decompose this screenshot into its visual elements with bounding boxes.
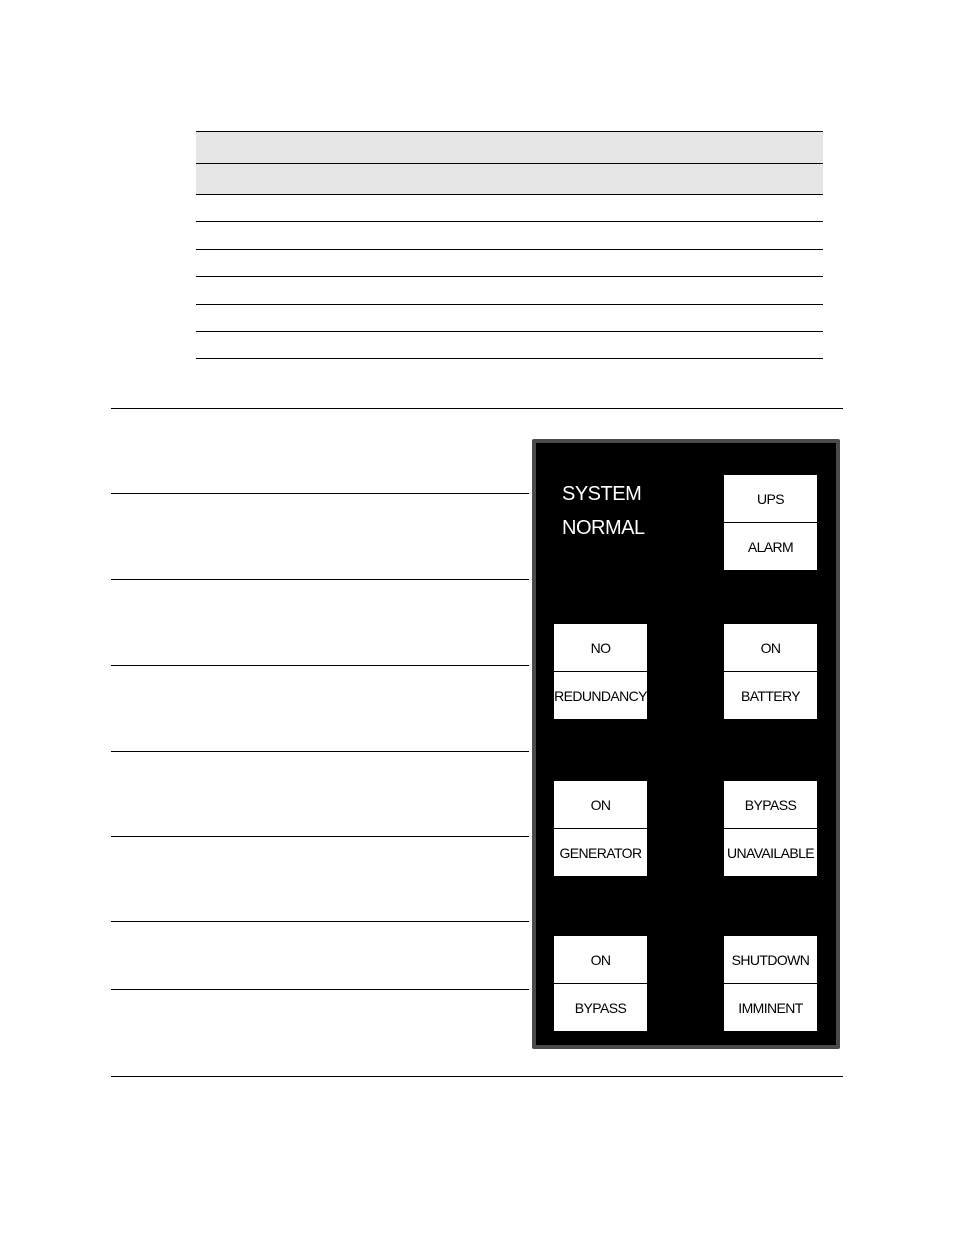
indicator-on-bypass-bottom: BYPASS [554,984,647,1031]
row-rule [111,836,529,837]
table-rule [196,358,823,359]
table-rule [196,249,823,250]
row-rule [111,921,529,922]
table-rule [196,331,823,332]
indicator-bypass-unavailable-bottom: UNAVAILABLE [724,829,817,876]
table-rule [196,304,823,305]
indicator-shutdown-imminent-top: SHUTDOWN [724,936,817,983]
indicator-on-battery-top: ON [724,624,817,671]
indicator-shutdown-imminent-bottom: IMMINENT [724,984,817,1031]
table-rule [196,131,823,132]
ups-status-panel [532,439,840,1049]
indicator-on-battery-bottom: BATTERY [724,672,817,719]
indicator-ups-alarm-top: UPS [724,475,817,522]
row-rule [111,579,529,580]
table-rule [196,276,823,277]
row-rule [111,751,529,752]
table-rule [196,163,823,164]
section-rule [111,1076,843,1077]
indicator-no-redundancy-top: NO [554,624,647,671]
indicator-on-bypass-top: ON [554,936,647,983]
indicator-ups-alarm-bottom: ALARM [724,523,817,570]
row-rule [111,665,529,666]
system-normal-label-line2: NORMAL [562,517,645,539]
section-rule [111,408,843,409]
system-normal-label-line1: SYSTEM [562,483,642,505]
table-rule [196,221,823,222]
indicator-no-redundancy-bottom: REDUNDANCY [554,672,647,719]
indicator-bypass-unavailable-top: BYPASS [724,781,817,828]
row-rule [111,989,529,990]
row-rule [111,493,529,494]
table-rule [196,194,823,195]
indicator-on-generator-top: ON [554,781,647,828]
indicator-on-generator-bottom: GENERATOR [554,829,647,876]
